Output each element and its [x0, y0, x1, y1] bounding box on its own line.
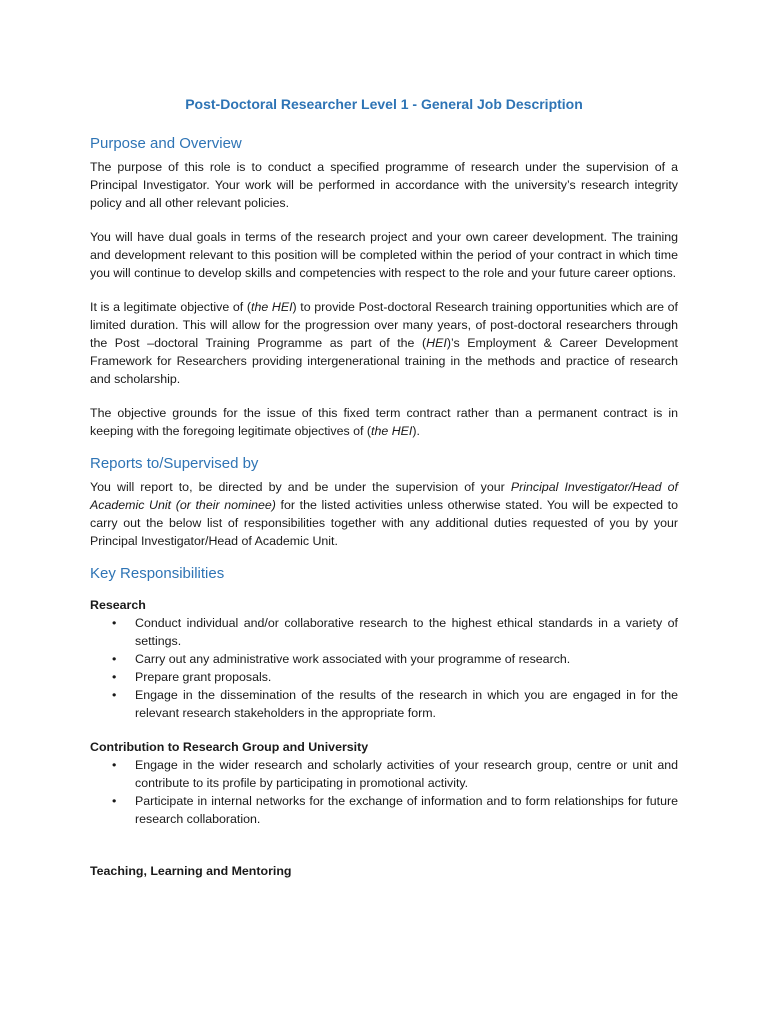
bullet-icon: • — [112, 616, 117, 630]
purpose-paragraph-4 — [90, 404, 678, 440]
list-item — [90, 686, 678, 722]
p3-hei-italic: the HEI — [251, 300, 293, 314]
research-item-1: Conduct individual and/or collaborative research to the highest ethical standards in a variety of settings. — [135, 616, 678, 648]
research-subheading: Research — [90, 598, 146, 612]
bullet-icon: • — [112, 652, 117, 666]
list-item — [90, 756, 678, 792]
bullet-icon: • — [112, 688, 117, 702]
p3-text-a: It is a legitimate objective of ( — [90, 300, 251, 314]
teaching-subheading: Teaching, Learning and Mentoring — [90, 864, 292, 878]
research-item-2: Carry out any administrative work associated with your programme of research. — [135, 652, 571, 666]
research-item-4: Engage in the dissemination of the results of the research in which you are engaged in for the relevant research stakeholders in the appropriate form. — [135, 688, 678, 720]
contribution-list — [90, 756, 678, 828]
list-item — [90, 792, 678, 828]
contribution-item-2: Participate in internal networks for the exchange of information and to form relationships for future research collaboration. — [135, 794, 678, 826]
p4-hei-italic: the HEI — [371, 424, 413, 438]
reports-text-c: for the listed activities unless otherwise stated. You will be expected to carry out the below list of responsibilities together with any additional duties requested of you by your Principal Investigator/Head of Academic Unit. — [90, 498, 678, 548]
bullet-icon: • — [112, 670, 117, 684]
spacer — [90, 844, 678, 862]
list-item — [90, 650, 678, 668]
p4-text-c: ). — [412, 424, 420, 438]
key-responsibilities-heading: Key Responsibilities — [90, 565, 225, 582]
reports-text-a: You will report to, be directed by and be under the supervision of your — [90, 480, 511, 494]
list-item — [90, 668, 678, 686]
bullet-icon: • — [112, 758, 117, 772]
contribution-subheading: Contribution to Research Group and University — [90, 740, 369, 754]
research-item-3: Prepare grant proposals. — [135, 670, 272, 684]
p3-text-c: ) to provide Post-doctoral Research training opportunities which are of limited duration. This will allow for the progression over many years, of post-doctoral researchers through the Post –doctoral Training Programme as part of the ( — [90, 300, 678, 350]
reports-heading: Reports to/Supervised by — [90, 455, 259, 472]
purpose-paragraph-3 — [90, 298, 678, 388]
list-item — [90, 614, 678, 650]
purpose-paragraph-1: The purpose of this role is to conduct a specified programme of research under the supervision of a Principal Investigator. Your work will be performed in accordance with the university’s research integrity policy and all other relevant policies. — [90, 160, 678, 210]
p3-text-e: )’s Employment & Career Development Framework for Researchers providing intergenerational training in the methods and practice of research and scholarship. — [90, 336, 678, 386]
purpose-heading: Purpose and Overview — [90, 135, 242, 152]
document-page — [90, 94, 678, 880]
p4-text-a: The objective grounds for the issue of this fixed term contract rather than a permanent contract is in keeping with the foregoing legitimate objectives of ( — [90, 406, 678, 438]
document-title: Post-Doctoral Researcher Level 1 - General Job Description — [185, 96, 583, 112]
p3-hei-italic-2: HEI — [426, 336, 447, 350]
purpose-paragraph-2: You will have dual goals in terms of the research project and your own career development. The training and development relevant to this position will be completed within the period of your contract in which time you will continue to develop skills and competencies with respect to the role and your future career options. — [90, 230, 678, 280]
reports-supervisor-italic: Principal Investigator/Head of Academic Unit (or their nominee) — [90, 480, 678, 512]
contribution-item-1: Engage in the wider research and scholarly activities of your research group, centre or unit and contribute to its profile by participating in promotional activity. — [135, 758, 678, 790]
reports-paragraph — [90, 478, 678, 550]
research-list — [90, 614, 678, 722]
bullet-icon: • — [112, 794, 117, 808]
